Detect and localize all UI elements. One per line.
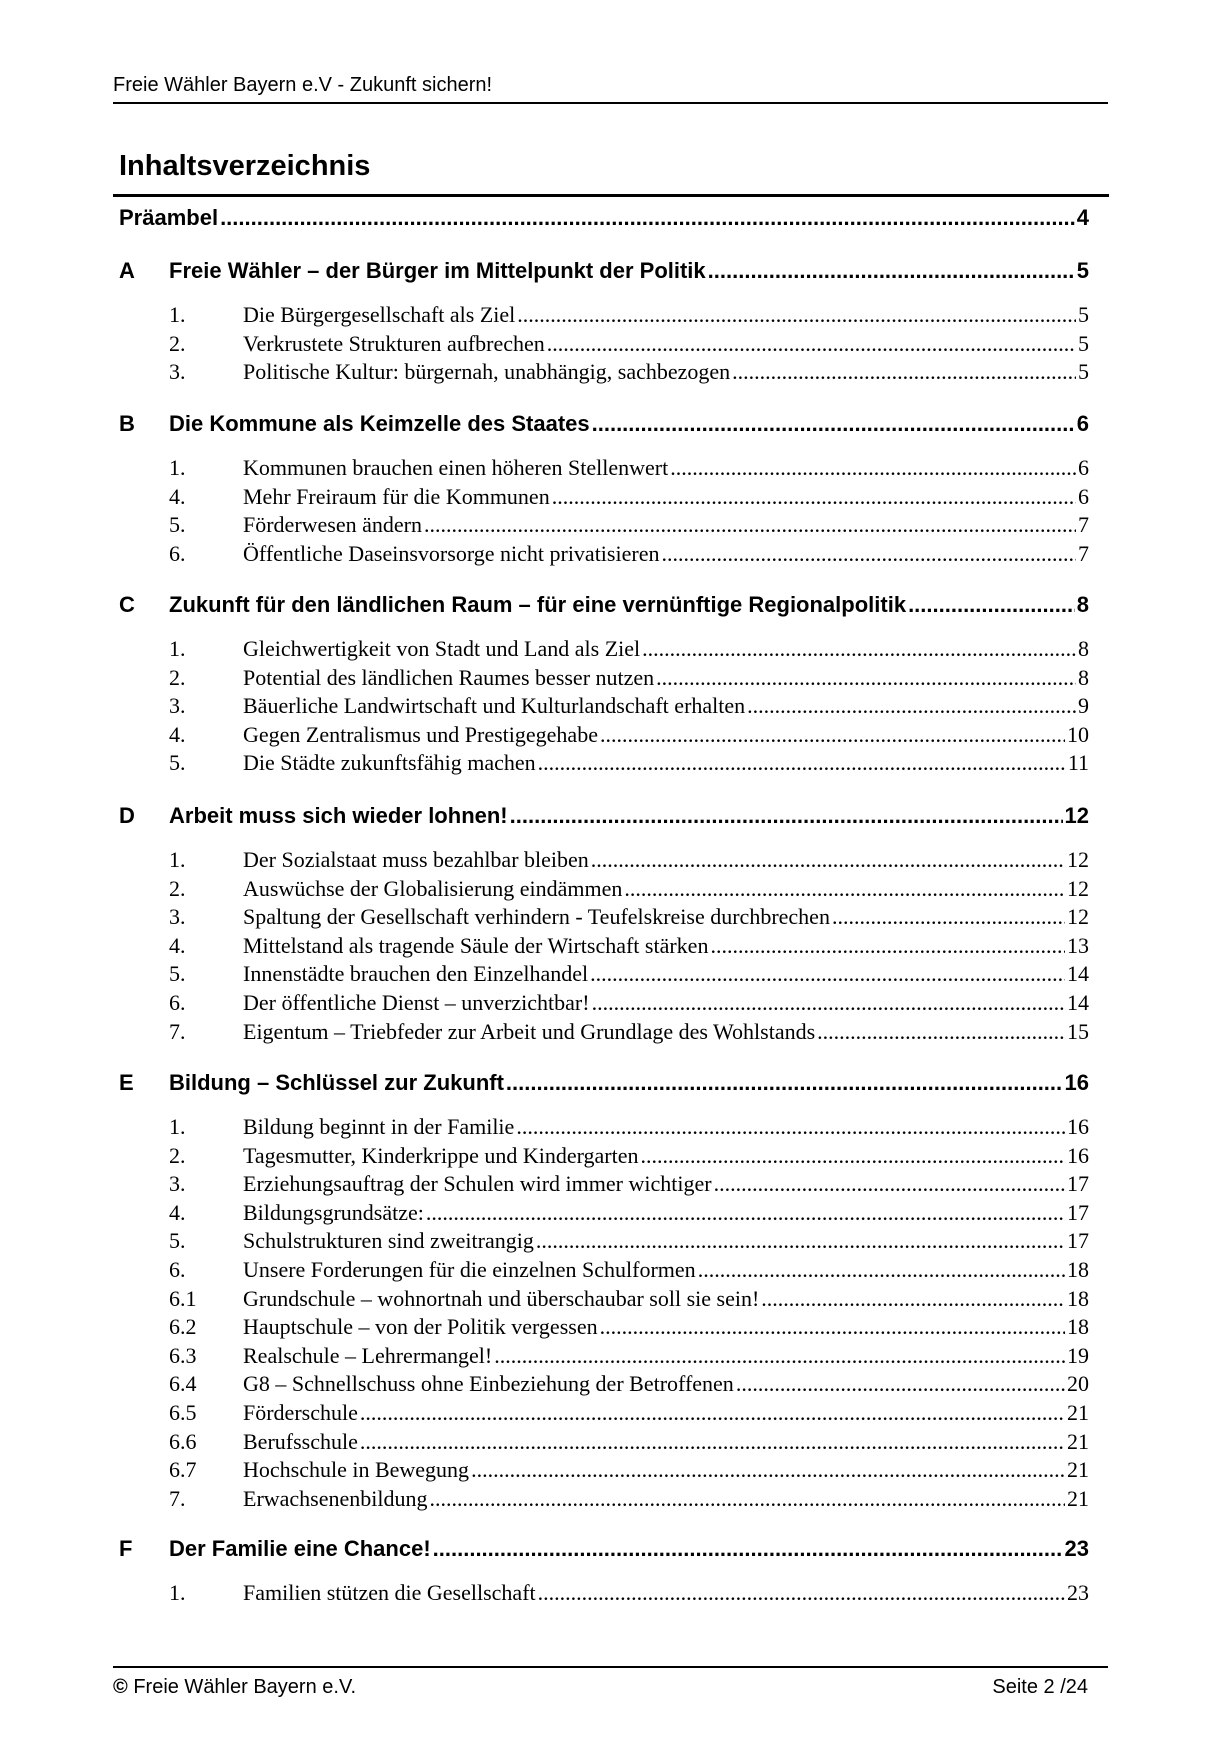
toc-item-number: 7.	[169, 1018, 186, 1044]
toc-entry-page: 4	[1076, 205, 1089, 230]
section-letter: B	[119, 411, 135, 436]
footer-org: Freie Wähler Bayern e.V.	[133, 1676, 357, 1698]
toc-entry-title: Die Kommune als Keimzelle des Staates	[169, 411, 590, 436]
section-letter: A	[119, 258, 135, 283]
toc-item[interactable]	[243, 636, 1089, 662]
dot-leader	[698, 1257, 1065, 1283]
dot-leader	[641, 1143, 1066, 1169]
dot-leader	[592, 990, 1065, 1016]
toc-entry-page: 14	[1067, 961, 1089, 987]
toc-entry-page: 7	[1078, 540, 1089, 566]
dot-leader	[220, 205, 1075, 231]
toc-entry-page: 5	[1076, 258, 1089, 283]
toc-entry-title: Innenstädte brauchen den Einzelhandel	[243, 961, 589, 987]
toc-entry-title: Gegen Zentralismus und Prestigegehabe	[243, 721, 598, 747]
dot-leader	[736, 1371, 1065, 1397]
toc-item-number: 6.6	[169, 1428, 197, 1454]
toc-entry-title: Mittelstand als tragende Säule der Wirtschaft stärken	[243, 932, 709, 958]
toc-item-number: 3.	[169, 359, 186, 385]
section-letter: E	[119, 1070, 134, 1095]
toc-entry-page: 18	[1067, 1257, 1089, 1282]
toc-entry-title: Arbeit muss sich wieder lohnen!	[169, 803, 508, 828]
toc-item-number: 6.4	[169, 1371, 197, 1397]
toc-entry-page: 9	[1078, 693, 1089, 719]
toc-section-heading[interactable]	[169, 803, 1089, 829]
dot-leader	[426, 1200, 1065, 1226]
toc-item[interactable]	[243, 1228, 1089, 1254]
toc-item-number: 5.	[169, 1228, 186, 1254]
toc-entry-title: Potential des ländlichen Raumes besser nutzen	[243, 664, 655, 690]
dot-leader	[424, 512, 1076, 538]
section-letter: D	[119, 803, 135, 828]
toc-item[interactable]	[243, 541, 1089, 567]
toc-item[interactable]	[243, 331, 1089, 357]
toc-entry-title: Familien stützen die Gesellschaft	[243, 1580, 536, 1605]
toc-entry-page: 16	[1067, 1114, 1089, 1139]
title-rule	[113, 194, 1109, 197]
toc-section-heading[interactable]	[169, 1536, 1089, 1562]
toc-entry-page: 17	[1067, 1199, 1089, 1225]
toc-title: Inhaltsverzeichnis	[119, 150, 371, 182]
toc-item[interactable]	[243, 1429, 1089, 1455]
footer-page-label: Seite 2 /24	[992, 1676, 1088, 1698]
toc-entry-page: 6	[1078, 483, 1089, 509]
dot-leader	[661, 541, 1076, 567]
toc-entry-title: Spaltung der Gesellschaft verhindern - Teufelskreise durchbrechen	[243, 904, 830, 930]
toc-item-number: 5.	[169, 750, 186, 776]
toc-entry-title: Realschule – Lehrermangel!	[243, 1342, 493, 1368]
toc-entry-title: Schulstrukturen sind zweitrangig	[243, 1228, 534, 1254]
dot-leader	[642, 636, 1076, 662]
toc-item[interactable]	[243, 933, 1089, 959]
toc-entry-page: 12	[1067, 847, 1089, 872]
toc-entry-page: 12	[1067, 875, 1089, 901]
toc-item[interactable]	[243, 1400, 1089, 1426]
toc-entry-title: Öffentliche Daseinsvorsorge nicht privatisieren	[243, 540, 660, 566]
dot-leader	[656, 665, 1076, 691]
toc-item-number: 6.	[169, 540, 186, 566]
toc-item-number: 6.2	[169, 1314, 197, 1340]
toc-item[interactable]	[243, 484, 1089, 510]
dot-leader	[494, 1343, 1065, 1369]
toc-item-number: 4.	[169, 721, 186, 747]
toc-entry-page: 21	[1067, 1457, 1089, 1483]
header-text: Freie Wähler Bayern e.V - Zukunft sichern!	[113, 74, 493, 96]
toc-item[interactable]	[243, 1457, 1089, 1483]
toc-item[interactable]	[243, 512, 1089, 538]
toc-entry-page: 8	[1078, 636, 1089, 661]
dot-leader	[510, 803, 1063, 829]
toc-section-heading[interactable]	[169, 1070, 1089, 1096]
dot-leader	[732, 359, 1076, 385]
dot-leader	[433, 1536, 1063, 1562]
toc-entry-page: 10	[1067, 721, 1089, 747]
toc-entry-title: Kommunen brauchen einen höheren Stellenwert	[243, 455, 669, 480]
toc-entry-title: G8 – Schnellschuss ohne Einbeziehung der Betroffenen	[243, 1371, 734, 1397]
toc-entry-page: 15	[1067, 1018, 1089, 1044]
toc-entry-page: 17	[1067, 1228, 1089, 1254]
toc-item[interactable]	[243, 961, 1089, 987]
toc-entry-title: Unsere Forderungen für die einzelnen Schulformen	[243, 1257, 696, 1282]
toc-section-heading[interactable]	[169, 592, 1089, 618]
toc-entry-page: 11	[1067, 750, 1089, 776]
toc-entry-page: 12	[1064, 803, 1089, 828]
toc-entry-title: Förderwesen ändern	[243, 512, 422, 538]
toc-entry-title: Förderschule	[243, 1400, 358, 1425]
toc-section-heading[interactable]	[169, 258, 1089, 284]
dot-leader	[600, 722, 1065, 748]
toc-item-number: 1.	[169, 1580, 186, 1605]
toc-section-heading[interactable]	[169, 411, 1089, 437]
toc-item-number: 1.	[169, 636, 186, 661]
toc-entry-page: 18	[1067, 1285, 1089, 1311]
toc-item[interactable]	[243, 1314, 1089, 1340]
dot-leader	[552, 484, 1076, 510]
toc-item[interactable]	[243, 455, 1089, 481]
toc-item[interactable]	[243, 302, 1089, 328]
toc-entry-title: Eigentum – Triebfeder zur Arbeit und Grundlage des Wohlstands	[243, 1018, 816, 1044]
toc-item[interactable]	[243, 722, 1089, 748]
toc-item[interactable]	[243, 1019, 1089, 1045]
dot-leader	[747, 693, 1076, 719]
dot-leader	[908, 592, 1075, 618]
toc-entry-title: Der Sozialstaat muss bezahlbar bleiben	[243, 847, 589, 872]
toc-entry-title: Zukunft für den ländlichen Raum – für eine vernünftige Regionalpolitik	[169, 592, 907, 617]
toc-item[interactable]	[243, 359, 1089, 385]
toc-entry-title: Die Bürgergesellschaft als Ziel	[243, 302, 516, 327]
toc-item-number: 2.	[169, 330, 186, 356]
toc-entry-page: 13	[1067, 932, 1089, 958]
toc-item-number: 2.	[169, 664, 186, 690]
toc-entry-page: 23	[1064, 1536, 1089, 1561]
toc-entry-page: 20	[1067, 1371, 1089, 1397]
toc-item[interactable]	[243, 1343, 1089, 1369]
toc-item-number: 2.	[169, 1142, 186, 1168]
toc-entry-title: Verkrustete Strukturen aufbrechen	[243, 330, 545, 356]
footer-left	[113, 1676, 356, 1699]
toc-entry-page: 16	[1064, 1070, 1089, 1095]
toc-item[interactable]	[243, 1171, 1089, 1197]
toc-item-number: 1.	[169, 455, 186, 480]
toc-entry-title: Mehr Freiraum für die Kommunen	[243, 483, 550, 509]
toc-item-number: 6.	[169, 990, 186, 1015]
section-letter: C	[119, 592, 135, 617]
toc-entry-page: 5	[1078, 359, 1089, 385]
dot-leader	[506, 1070, 1063, 1096]
dot-leader	[360, 1400, 1065, 1426]
toc-entry-page: 18	[1067, 1314, 1089, 1340]
toc-item[interactable]	[243, 990, 1089, 1016]
dot-leader	[600, 1314, 1065, 1340]
toc-item-number: 3.	[169, 904, 186, 930]
dot-leader	[517, 302, 1076, 328]
toc-entry-title: Bildung beginnt in der Familie	[243, 1114, 515, 1139]
dot-leader	[471, 1457, 1065, 1483]
page-header	[113, 70, 1108, 104]
dot-leader	[360, 1429, 1065, 1455]
toc-entry-page: 8	[1078, 664, 1089, 690]
toc-item-number: 6.3	[169, 1342, 197, 1368]
toc-entry-page: 8	[1076, 592, 1089, 617]
section-letter: F	[119, 1536, 133, 1561]
toc-entry-title: Hauptschule – von der Politik vergessen	[243, 1314, 598, 1340]
dot-leader	[708, 258, 1075, 284]
dot-leader	[817, 1019, 1065, 1045]
toc-item-number: 6.1	[169, 1285, 197, 1311]
dot-leader	[538, 750, 1066, 776]
toc-entry-page: 21	[1067, 1400, 1089, 1425]
toc-item-number: 1.	[169, 847, 186, 872]
toc-entry-page: 17	[1067, 1171, 1089, 1197]
dot-leader	[832, 904, 1065, 930]
page-footer	[113, 1666, 1108, 1699]
dot-leader	[430, 1486, 1066, 1512]
toc-item-number: 4.	[169, 1199, 186, 1225]
toc-item[interactable]	[243, 693, 1089, 719]
toc-entry-title: Politische Kultur: bürgernah, unabhängig, sachbezogen	[243, 359, 731, 385]
toc-item-number: 1.	[169, 1114, 186, 1139]
dot-leader	[590, 961, 1065, 987]
toc-entry-page: 6	[1076, 411, 1089, 436]
toc-item[interactable]	[243, 876, 1089, 902]
toc-item[interactable]	[243, 1580, 1089, 1606]
dot-leader	[538, 1580, 1065, 1606]
toc-item-number: 6.7	[169, 1457, 197, 1483]
toc-entry-page: 23	[1067, 1580, 1089, 1605]
dot-leader	[547, 331, 1076, 357]
toc-entry-page: 5	[1078, 302, 1089, 327]
dot-leader	[670, 455, 1076, 481]
toc-item-number: 6.5	[169, 1400, 197, 1425]
toc-item-number: 2.	[169, 875, 186, 901]
toc-item-number: 4.	[169, 932, 186, 958]
toc-item[interactable]	[243, 1486, 1089, 1512]
toc-entry-page: 21	[1067, 1485, 1089, 1511]
toc-item[interactable]	[243, 750, 1089, 776]
toc-item-number: 5.	[169, 512, 186, 538]
toc-entry-title: Erziehungsauftrag der Schulen wird immer wichtiger	[243, 1171, 712, 1197]
toc-entry-title: Tagesmutter, Kinderkrippe und Kindergarten	[243, 1142, 639, 1168]
dot-leader	[591, 847, 1065, 873]
toc-item[interactable]	[243, 665, 1089, 691]
toc-item[interactable]	[243, 1200, 1089, 1226]
toc-entry-preamble[interactable]	[119, 205, 1089, 231]
toc-item-number: 1.	[169, 302, 186, 327]
toc-entry-title: Berufsschule	[243, 1428, 358, 1454]
dot-leader	[516, 1114, 1065, 1140]
toc-item[interactable]	[243, 1257, 1089, 1283]
dot-leader	[536, 1228, 1065, 1254]
copyright-icon: ©	[113, 1676, 128, 1698]
dot-leader	[624, 876, 1065, 902]
toc-entry-page: 16	[1067, 1142, 1089, 1168]
toc-item-number: 3.	[169, 693, 186, 719]
dot-leader	[592, 411, 1075, 437]
toc-item-number: 4.	[169, 483, 186, 509]
toc-item-number: 5.	[169, 961, 186, 987]
toc-item-number: 3.	[169, 1171, 186, 1197]
toc-entry-title: Hochschule in Bewegung	[243, 1457, 470, 1483]
dot-leader	[710, 933, 1065, 959]
toc-entry-title: Freie Wähler – der Bürger im Mittelpunkt der Politik	[169, 258, 706, 283]
toc-entry-title: Präambel	[119, 205, 219, 230]
toc-entry-page: 14	[1067, 990, 1089, 1015]
toc-entry-page: 19	[1067, 1342, 1089, 1368]
toc-item[interactable]	[243, 1371, 1089, 1397]
toc-item-number: 6.	[169, 1257, 186, 1282]
toc-entry-page: 12	[1067, 904, 1089, 930]
toc-item[interactable]	[243, 904, 1089, 930]
toc-item-number: 7.	[169, 1485, 186, 1511]
toc-entry-title: Der öffentliche Dienst – unverzichtbar!	[243, 990, 590, 1015]
toc-entry-page: 7	[1078, 512, 1089, 538]
toc-entry-page: 6	[1078, 455, 1089, 480]
toc-entry-title: Der Familie eine Chance!	[169, 1536, 431, 1561]
toc-item[interactable]	[243, 1286, 1089, 1312]
toc-entry-title: Bildungsgrundsätze:	[243, 1199, 424, 1225]
dot-leader	[714, 1171, 1065, 1197]
toc-item[interactable]	[243, 1114, 1089, 1140]
toc-item[interactable]	[243, 1143, 1089, 1169]
toc-entry-title: Erwachsenenbildung	[243, 1485, 428, 1511]
dot-leader	[761, 1286, 1065, 1312]
toc-entry-title: Die Städte zukunftsfähig machen	[243, 750, 536, 776]
toc-entry-page: 5	[1078, 330, 1089, 356]
toc-entry-title: Bildung – Schlüssel zur Zukunft	[169, 1070, 504, 1095]
toc-entry-title: Bäuerliche Landwirtschaft und Kulturlandschaft erhalten	[243, 693, 746, 719]
toc-item[interactable]	[243, 847, 1089, 873]
toc-entry-page: 21	[1067, 1428, 1089, 1454]
toc-entry-title: Auswüchse der Globalisierung eindämmen	[243, 875, 623, 901]
toc-entry-title: Gleichwertigkeit von Stadt und Land als Ziel	[243, 636, 641, 661]
toc-entry-title: Grundschule – wohnortnah und überschaubar soll sie sein!	[243, 1285, 760, 1311]
